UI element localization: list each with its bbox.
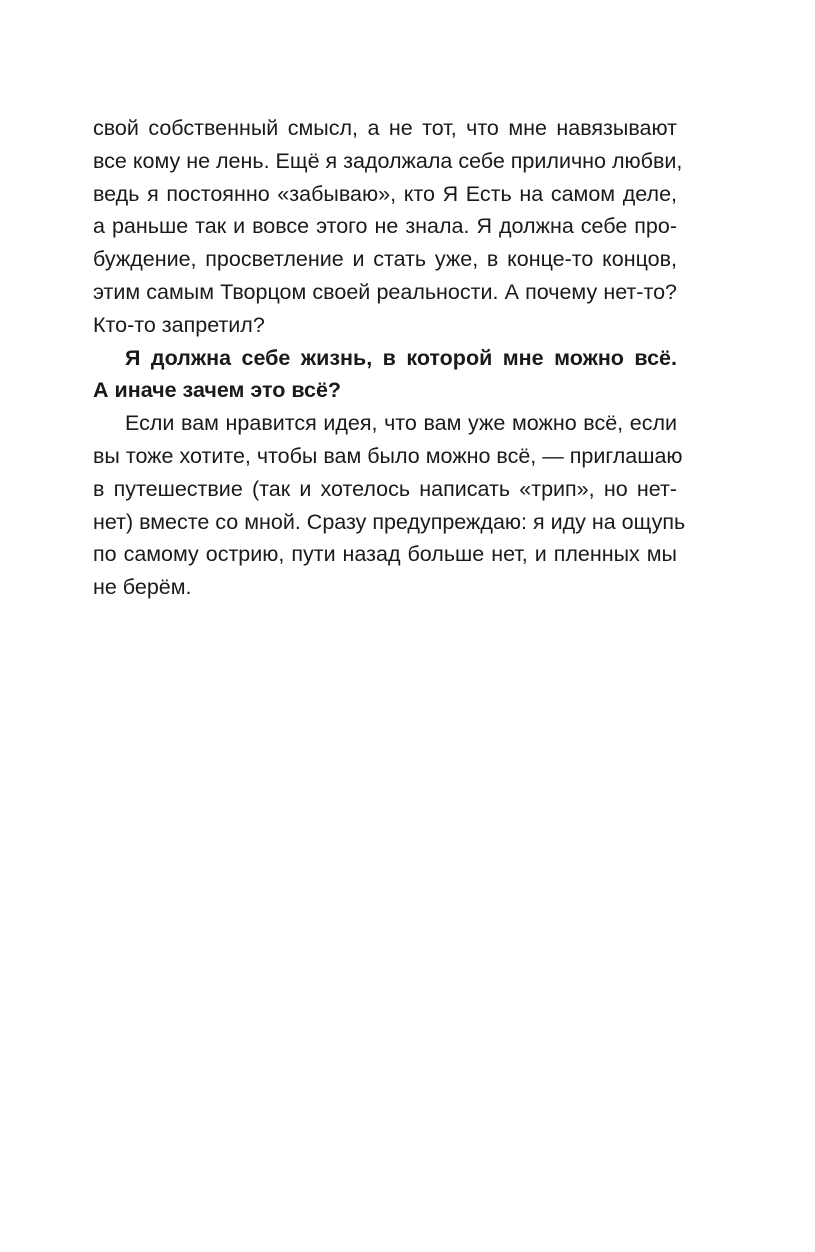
text-line: а раньше так и вовсе этого не знала. Я должна себе про- [93, 214, 677, 239]
text-line: ведь я постоянно «забываю», кто Я Есть на самом деле, [93, 181, 677, 206]
text-line: Я должна себе жизнь, в которой мне можно всё. [125, 345, 677, 370]
text-line: свой собственный смысл, а не тот, что мне навязывают [93, 116, 677, 140]
text-line: этим самым Творцом своей реальности. А почему нет-то? [93, 279, 677, 304]
paragraph-1 [93, 112, 683, 342]
text-line: вы тоже хотите, чтобы вам было можно всё, — приглашаю [93, 443, 683, 468]
text-line: по самому острию, пути назад больше нет, и пленных мы [93, 542, 677, 567]
text-line: в путешествие (так и хотелось написать «трип», но нет- [93, 476, 677, 501]
text-line: Если вам нравится идея, что вам уже можно всё, если [125, 411, 677, 436]
text-line: буждение, просветление и стать уже, в конце-то концов, [93, 247, 677, 272]
paragraph-3 [93, 407, 686, 604]
text-line: А иначе зачем это всё? [93, 378, 342, 403]
body-text [93, 112, 686, 604]
text-line: не берём. [93, 575, 192, 600]
text-line: нет) вместе со мной. Сразу предупреждаю: я иду на ощупь [93, 509, 686, 534]
text-line: Кто-то запретил? [93, 312, 265, 337]
paragraph-2-emphasis [93, 342, 677, 408]
text-line: все кому не лень. Ещё я задолжала себе прилично любви, [93, 148, 683, 173]
